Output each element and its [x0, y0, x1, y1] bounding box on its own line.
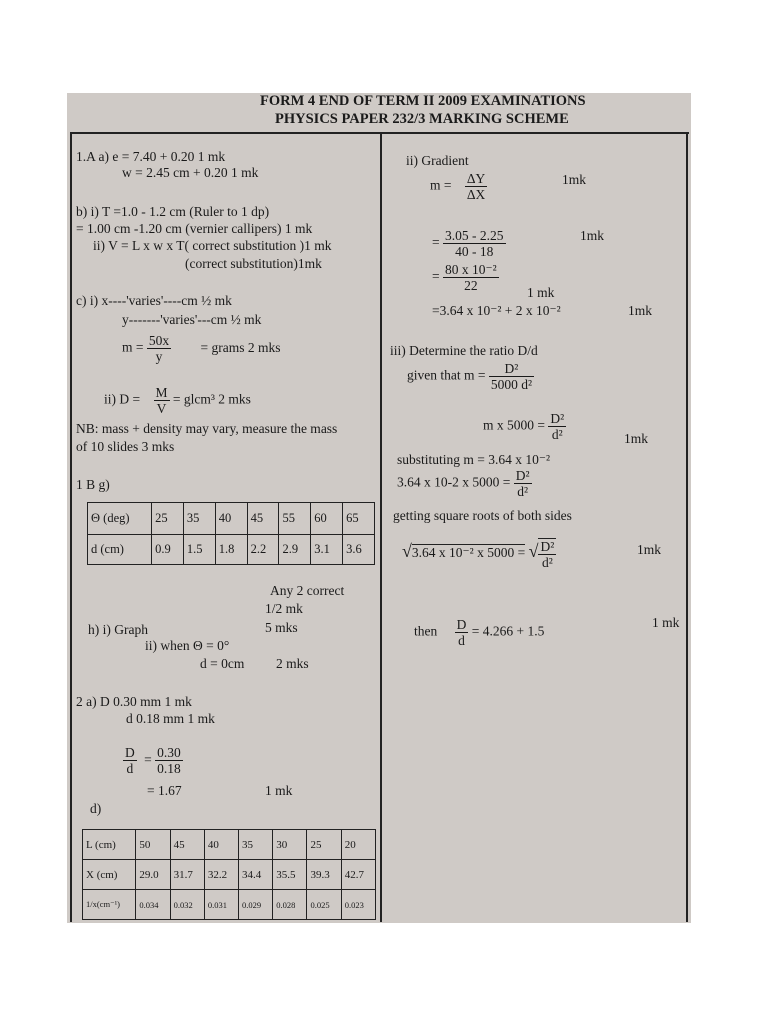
table-cell: 25: [307, 830, 341, 860]
gradient-step-2-fraction: [443, 228, 506, 259]
gradient-step-3-equals: =: [432, 268, 440, 284]
ratio-rearranged-label: m x 5000 =: [483, 417, 545, 433]
ratio-rearranged-numerator: D²: [550, 411, 565, 426]
gradient-formula: [430, 171, 487, 202]
ratio-given-fraction: [489, 361, 534, 392]
header-line-1: FORM 4 END OF TERM II 2009 EXAMINATIONS: [260, 93, 586, 109]
table-cell: L (cm): [83, 830, 136, 860]
ratio-given-denominator: 5000 d²: [490, 377, 533, 392]
gradient-step-2-equals: =: [432, 234, 440, 250]
ratio-given: [407, 361, 534, 392]
table-cell: 65: [343, 503, 375, 535]
q1c-mass-result: = grams 2 mks: [200, 339, 281, 355]
q2d-label: d): [90, 801, 102, 816]
graph-d-zero: d = 0cm: [200, 656, 245, 671]
table1-row-angle: [88, 503, 375, 535]
q1b-line-1: b) i) T =1.0 - 1.2 cm (Ruler to 1 dp): [76, 204, 270, 219]
table-cell: 1/x(cm⁻¹): [83, 890, 136, 920]
gradient-denominator: ΔX: [466, 187, 486, 202]
graph-when-angle-zero: ii) when Θ = 0°: [145, 638, 230, 653]
ratio-result: = 1.67: [147, 783, 182, 798]
table-cell: 3.6: [343, 535, 375, 565]
q1c-density-fraction: [154, 385, 170, 416]
ratio-mark: 1 mk: [265, 783, 293, 798]
substituted-equation-denominator: d²: [517, 484, 529, 499]
ratio-question-title: iii) Determine the ratio D/d: [390, 343, 538, 358]
q1c-density-formula: [104, 385, 251, 416]
q1c-mass-label: m =: [122, 339, 144, 355]
gradient-numerator: ΔY: [466, 171, 486, 186]
square-root-numerator: D²: [540, 539, 555, 554]
table-cell: 3.1: [311, 535, 343, 565]
gradient-result: =3.64 x 10⁻² + 2 x 10⁻²: [432, 303, 561, 318]
substituted-equation-fraction: [514, 468, 532, 499]
q1c-density-numerator: M: [155, 385, 168, 400]
ratio-equals: =: [144, 751, 152, 767]
table-cell: 29.0: [136, 860, 170, 890]
table-cell: 20: [341, 830, 375, 860]
table-cell: 0.028: [273, 890, 307, 920]
final-ratio-denominator: d: [458, 633, 465, 648]
square-root-equation: [402, 538, 556, 570]
gradient-step-2-mark: 1mk: [580, 228, 605, 243]
nb-line-1: NB: mass + density may vary, measure the mass: [76, 421, 338, 436]
table-cell: 1.5: [183, 535, 215, 565]
table-cell: 1.8: [215, 535, 247, 565]
final-ratio-value: = 4.266 + 1.5: [471, 623, 545, 639]
q2a-line-1: 2 a) D 0.30 mm 1 mk: [76, 694, 192, 709]
left-border: [70, 132, 72, 922]
table-cell: 32.2: [204, 860, 238, 890]
table-cell: 0.023: [341, 890, 375, 920]
gradient-step-3: [432, 262, 499, 293]
ratio-symbol-numerator: D: [125, 745, 135, 760]
length-distance-table: [82, 829, 376, 920]
gradient-title: ii) Gradient: [406, 153, 469, 168]
table-cell: 35: [183, 503, 215, 535]
table-cell: 0.031: [204, 890, 238, 920]
ratio-given-numerator: D²: [489, 361, 534, 377]
final-ratio-then: then: [414, 623, 438, 639]
table-cell: 40: [204, 830, 238, 860]
table-cell: X (cm): [83, 860, 136, 890]
any-two-half-mark: 1/2 mk: [265, 601, 303, 616]
square-root-fraction: [538, 538, 556, 570]
ratio-rearranged-fraction: [548, 411, 566, 442]
table-cell: 0.029: [239, 890, 273, 920]
q1c-line-2: y-------'varies'---cm ½ mk: [122, 312, 262, 327]
sqrt-sign: √: [402, 541, 412, 562]
q1a-line-1: 1.A a) e = 7.40 + 0.20 1 mk: [76, 149, 226, 164]
q1bg-label: 1 B g): [76, 477, 110, 492]
table-cell: 35.5: [273, 860, 307, 890]
ratio-rearranged: [483, 411, 566, 442]
final-ratio-fraction: [455, 617, 469, 648]
table2-row-reciprocal: [83, 890, 376, 920]
table-cell: 0.034: [136, 890, 170, 920]
ratio-formula: [123, 745, 183, 776]
right-border: [686, 132, 688, 922]
ratio-value-denominator: 0.18: [157, 761, 181, 776]
gradient-mark: 1mk: [562, 172, 587, 187]
square-root-left: 3.64 x 10⁻² x 5000 =: [411, 545, 526, 561]
table-cell: 30: [273, 830, 307, 860]
q2a-line-2: d 0.18 mm 1 mk: [126, 711, 215, 726]
table-cell: 2.9: [279, 535, 311, 565]
gradient-m-label: m =: [430, 177, 452, 193]
ratio-given-label: given that m =: [407, 367, 486, 383]
ratio-value-fraction: [155, 745, 183, 776]
ratio-rearranged-denominator: d²: [551, 427, 563, 442]
ratio-symbol-fraction: [123, 745, 137, 776]
table-cell: 45: [170, 830, 204, 860]
table-cell: d (cm): [88, 535, 152, 565]
any-two-correct: Any 2 correct: [270, 583, 345, 598]
gradient-step-2-numerator: 3.05 - 2.25: [445, 228, 504, 243]
table-cell: 42.7: [341, 860, 375, 890]
q1c-line-1: c) i) x----'varies'----cm ½ mk: [76, 293, 232, 308]
table-cell: 40: [215, 503, 247, 535]
gradient-step-3-mark: 1 mk: [527, 285, 555, 300]
gradient-step-2-denominator: 40 - 18: [455, 244, 494, 259]
substituted-equation-left: 3.64 x 10-2 x 5000 =: [397, 474, 511, 490]
gradient-step-3-fraction: [443, 262, 499, 293]
table-cell: 0.032: [170, 890, 204, 920]
q1b-line-3: ii) V = L x w x T( correct substitution )1 mk: [93, 238, 332, 253]
table2-row-length: [83, 830, 376, 860]
sqrt-sign-right: √: [528, 541, 539, 562]
q1c-density-result: = glcm³ 2 mks: [172, 391, 251, 407]
table-cell: 31.7: [170, 860, 204, 890]
graph-label: h) i) Graph: [88, 622, 148, 637]
table-cell: 34.4: [239, 860, 273, 890]
header-line-2: PHYSICS PAPER 232/3 MARKING SCHEME: [275, 111, 569, 127]
table1-row-distance: [88, 535, 375, 565]
final-ratio: [414, 617, 544, 648]
substituted-equation-numerator: D²: [515, 468, 530, 483]
table-cell: 0.025: [307, 890, 341, 920]
table-cell: 25: [152, 503, 184, 535]
q1c-mass-numerator: 50x: [148, 333, 170, 348]
nb-line-2: of 10 slides 3 mks: [76, 439, 175, 454]
table-cell: Θ (deg): [88, 503, 152, 535]
gradient-step-2: [432, 228, 506, 259]
q1b-line-4: (correct substitution)1mk: [185, 256, 322, 271]
graph-d-zero-marks: 2 mks: [276, 656, 309, 671]
substituted-equation: [397, 468, 532, 499]
table-cell: 35: [239, 830, 273, 860]
final-ratio-mark: 1 mk: [652, 615, 680, 630]
angle-distance-table: [87, 502, 375, 565]
q1c-mass-denominator: y: [155, 349, 163, 364]
column-divider: [380, 132, 382, 922]
square-roots-line: getting square roots of both sides: [393, 508, 572, 523]
q1a-line-2: w = 2.45 cm + 0.20 1 mk: [122, 165, 259, 180]
gradient-result-mark: 1mk: [628, 303, 653, 318]
q1b-line-2: = 1.00 cm -1.20 cm (vernier callipers) 1 mk: [76, 221, 313, 236]
square-root-denominator: d²: [541, 555, 553, 570]
q1c-density-label: ii) D =: [104, 391, 141, 407]
square-root-mark: 1mk: [637, 542, 662, 557]
table-cell: 55: [279, 503, 311, 535]
graph-marks: 5 mks: [265, 620, 298, 635]
table-cell: 45: [247, 503, 279, 535]
q1c-density-denominator: V: [156, 401, 167, 416]
table-cell: 0.9: [152, 535, 184, 565]
ratio-rearranged-mark: 1mk: [624, 431, 649, 446]
table-cell: 39.3: [307, 860, 341, 890]
gradient-fraction: [465, 171, 487, 202]
gradient-step-3-denominator: 22: [464, 278, 478, 293]
ratio-symbol-denominator: d: [126, 761, 134, 776]
table2-row-x: [83, 860, 376, 890]
ratio-value-numerator: 0.30: [157, 745, 181, 760]
table-cell: 50: [136, 830, 170, 860]
gradient-step-3-numerator: 80 x 10⁻²: [445, 262, 497, 277]
table-cell: 2.2: [247, 535, 279, 565]
substituting-line: substituting m = 3.64 x 10⁻²: [397, 452, 551, 467]
q1c-mass-formula: [122, 333, 281, 364]
final-ratio-numerator: D: [456, 617, 467, 632]
q1c-mass-fraction: [147, 333, 171, 364]
table-cell: 60: [311, 503, 343, 535]
